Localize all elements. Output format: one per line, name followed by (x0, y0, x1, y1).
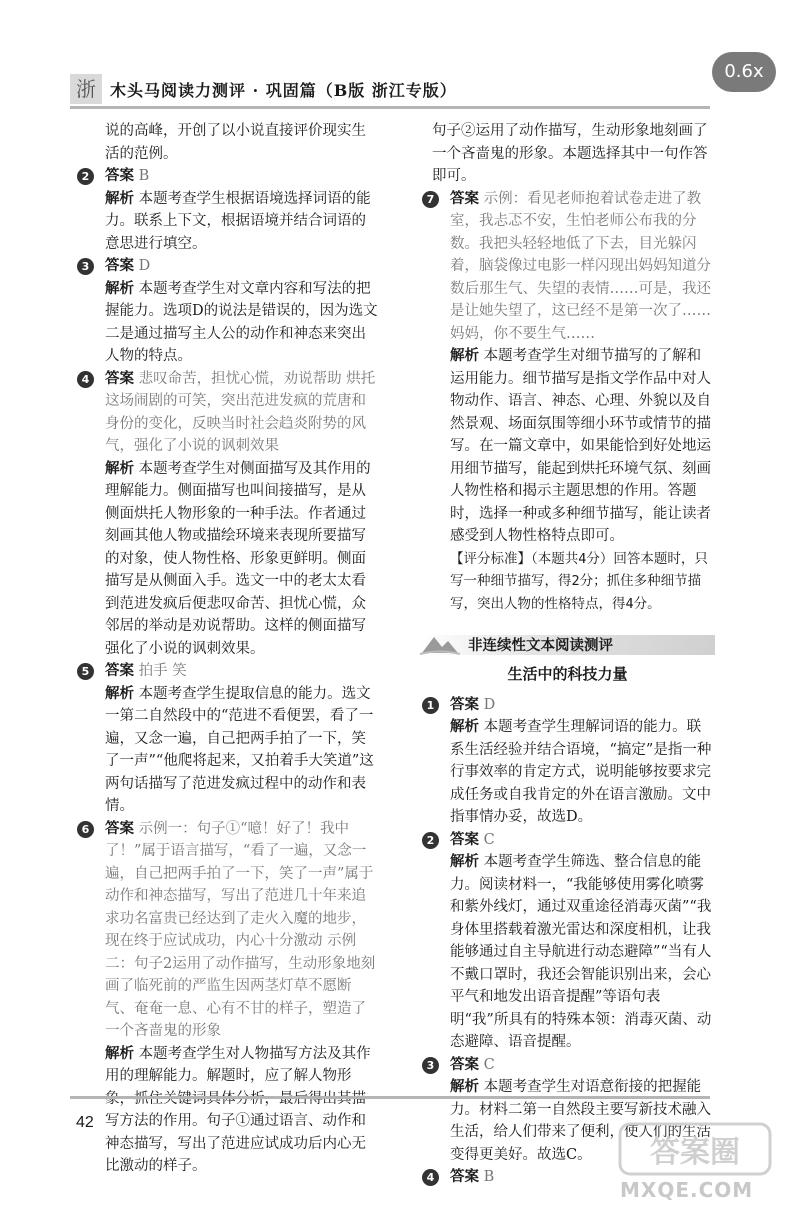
answer-text: D (138, 258, 151, 274)
page-header (70, 70, 710, 110)
watermark-cn-text: 答案圈 (650, 1135, 740, 1170)
analysis-label: 解析 (105, 685, 134, 702)
answer-text: B (138, 168, 150, 184)
answer-label: 答案 (450, 696, 479, 713)
item-number: 2 (422, 832, 439, 849)
item-number: 3 (422, 1057, 439, 1074)
header-title: 木头马阅读力测评 · 巩固篇（B版 浙江专版） (110, 81, 457, 100)
answer-label: 答案 (450, 1056, 479, 1073)
answer-text: C (483, 831, 495, 848)
answer-label: 答案 (105, 168, 134, 184)
answer-text: 拍手 笑 (138, 663, 187, 679)
answer-text: D (483, 696, 496, 713)
left-column (75, 120, 380, 1178)
analysis-text: 本题考查学生对文章内容和写法的把握能力。选项D的说法是错误的，因为选文二是通过描写主人公的动作和神态来突出人物的特点。 (105, 280, 378, 364)
answer-item-r1 (420, 694, 715, 829)
analysis-label: 解析 (450, 1079, 479, 1095)
item-number: 2 (77, 168, 94, 185)
header-rule (70, 106, 710, 109)
article-title: 生活中的科技力量 (507, 665, 628, 683)
answer-label: 答案 (105, 663, 134, 679)
answer-label: 答案 (450, 831, 479, 848)
continuation-text: 句子②运用了动作描写，生动形象地刻画了一个吝啬鬼的形象。本题选择其中一句作答即可。 (432, 123, 708, 184)
answer-label: 答案 (105, 820, 134, 837)
analysis-text: 本题考查学生对语意衔接的把握能力。材料二第一自然段主要写新技术融入生活，给人们带来了便利，使人们的生活变得更美好。故选C。 (450, 1079, 711, 1163)
answer-label: 答案 (450, 190, 479, 207)
analysis-label: 解析 (105, 460, 134, 477)
answer-label: 答案 (105, 370, 134, 387)
analysis-label: 解析 (450, 348, 479, 364)
analysis-text: 本题考查学生理解词语的能力。联系生活经验并结合语境，“搞定”是指一种行事效率的肯定方式，说明能够按要求完成任务或自我肯定的外在语言激励。文中指事情办妥，故选D。 (450, 719, 712, 825)
analysis-text: 本题考查学生根据语境选择词语的能力。联系上下文，根据语境并结合词语的意思进行填空。 (105, 190, 371, 252)
item-number: 4 (422, 1169, 439, 1186)
item-number: 1 (422, 697, 439, 714)
analysis-text: 本题考查学生对细节描写的了解和运用能力。细节描写是指文学作品中对人物动作、语言、神态、心理、外貌以及自然景观、场面氛围等细小环节或情节的描写。在一篇文章中，如果能恰到好处地运用细节描写，能起到烘托环境气氛、刻画人物性格和揭示主题思想的作用。答题时，选择一种或多种细节描写，能让读者感受到人物性格特点即可。 (450, 348, 711, 544)
intro-text: 说的高峰，开创了以小说直接评价现实生活的范例。 (105, 123, 366, 162)
header-logo: 浙 (70, 74, 102, 104)
answer-text: 示例：看见老师抱着试卷走进了教室，我忐忑不安，生怕老师公布我的分数。我把头轻轻地低了下去，目光躲闪着，脑袋像过电影一样闪现出妈妈知道分数后那生气、失望的表情……可是，我还是让她失望了，这已经不是第一次了……妈妈，你不要生气…… (450, 190, 711, 342)
answer-item-5 (75, 660, 380, 818)
answer-text: 悲叹命苦，担忧心慌，劝说帮助 烘托这场闹剧的可笑，突出范进发疯的荒唐和身份的变化，反映当时社会趋炎附势的风气，强化了小说的讽刺效果 (105, 370, 376, 454)
answer-item-7 (420, 188, 715, 616)
scoring-criteria: 【评分标准】（本题共4分）回答本题时，只写一种细节描写，得2分；抓住多种细节描写，突出人物的性格特点，得4分。 (450, 550, 708, 612)
item-number: 4 (77, 371, 94, 388)
section-header (420, 629, 715, 659)
answer-item-r2 (420, 829, 715, 1054)
answer-item-2 (75, 165, 380, 255)
answer-text: C (483, 1056, 495, 1073)
answer-text: 示例一：句子①“噫！好了！我中了！”属于语言描写，“看了一遍，又念一遍，自己把两手拍了一下，笑了一声”属于动作和神态描写，写出了范进几十年来追求功名富贵已经达到了走火入魔的地步，现在终于应试成功，内心十分激动 示例二：句子2运用了动作描写，生动形象地刻画了临死前的严监生因两茎灯草不愿断气、奄奄一息、心有不甘的样子，塑造了一个吝啬鬼的形象 (105, 820, 376, 1039)
footer-rule (70, 1096, 710, 1099)
section-title: 非连续性文本阅读测评 (468, 638, 613, 654)
item-number: 5 (77, 663, 94, 680)
analysis-text: 本题考查学生对侧面描写及其作用的理解能力。侧面描写也叫间接描写，是从侧面烘托人物形象的一种手法。作者通过刻画其他人物或描绘环境来表现所要描写的对象，使人物性格、形象更鲜明。侧面描写是从侧面入手。选文一中的老太太看到范进发疯后便悲叹命苦、担忧心慌，众邻居的举动是劝说帮助。这样的侧面描写强化了小说的讽刺效果。 (105, 460, 371, 657)
item-number: 6 (77, 821, 94, 838)
answer-label: 答案 (450, 1169, 479, 1185)
zoom-level-badge[interactable]: 0.6x (712, 52, 776, 92)
right-column (420, 120, 715, 1189)
mountain-icon (420, 631, 460, 657)
analysis-text: 本题考查学生提取信息的能力。选文一第二自然段中的“范进不看便罢，看了一遍，又念一遍，自己把两手拍了一下，笑了一声”“他爬将起来，又拍着手大笑道”这两句话描写了范进发疯过程中的动作和表情。 (105, 685, 374, 814)
analysis-label: 解析 (105, 190, 134, 207)
analysis-label: 解析 (105, 1045, 134, 1062)
answer-item-3 (75, 255, 380, 368)
analysis-text: 本题考查学生对人物描写方法及其作用的理解能力。解题时，应了解人物形 写方法的作用。句子①通过语言、动作和神态描写，写出了范进应试成功后内心无比激动的样子。 (105, 1045, 371, 1174)
answer-text: B (483, 1169, 495, 1185)
analysis-label: 解析 (450, 719, 479, 735)
page-number: 42 (76, 1114, 94, 1131)
item-number: 3 (77, 258, 94, 275)
answer-item-6 (75, 818, 380, 1178)
analysis-label: 解析 (450, 854, 479, 870)
answer-label: 答案 (105, 258, 134, 274)
item-number: 7 (422, 191, 439, 208)
analysis-label: 解析 (105, 280, 134, 297)
answer-item-4 (75, 368, 380, 661)
analysis-text: 本题考查学生筛选、整合信息的能力。阅读材料一，“我能够使用雾化喷雾和紫外线灯，通过双重途径消毒灭菌”“我身体里搭载着激光雷达和深度相机，让我能够通过自主导航进行动态避障”“当有人不戴口罩时，我还会智能识别出来，会心平气和地发出语音提醒”等语句表明“我”所具有的特殊本领：消毒灭菌、动态避障、语音提醒。 (450, 854, 712, 1050)
watermark-text: MXQE.COM (620, 1178, 754, 1202)
